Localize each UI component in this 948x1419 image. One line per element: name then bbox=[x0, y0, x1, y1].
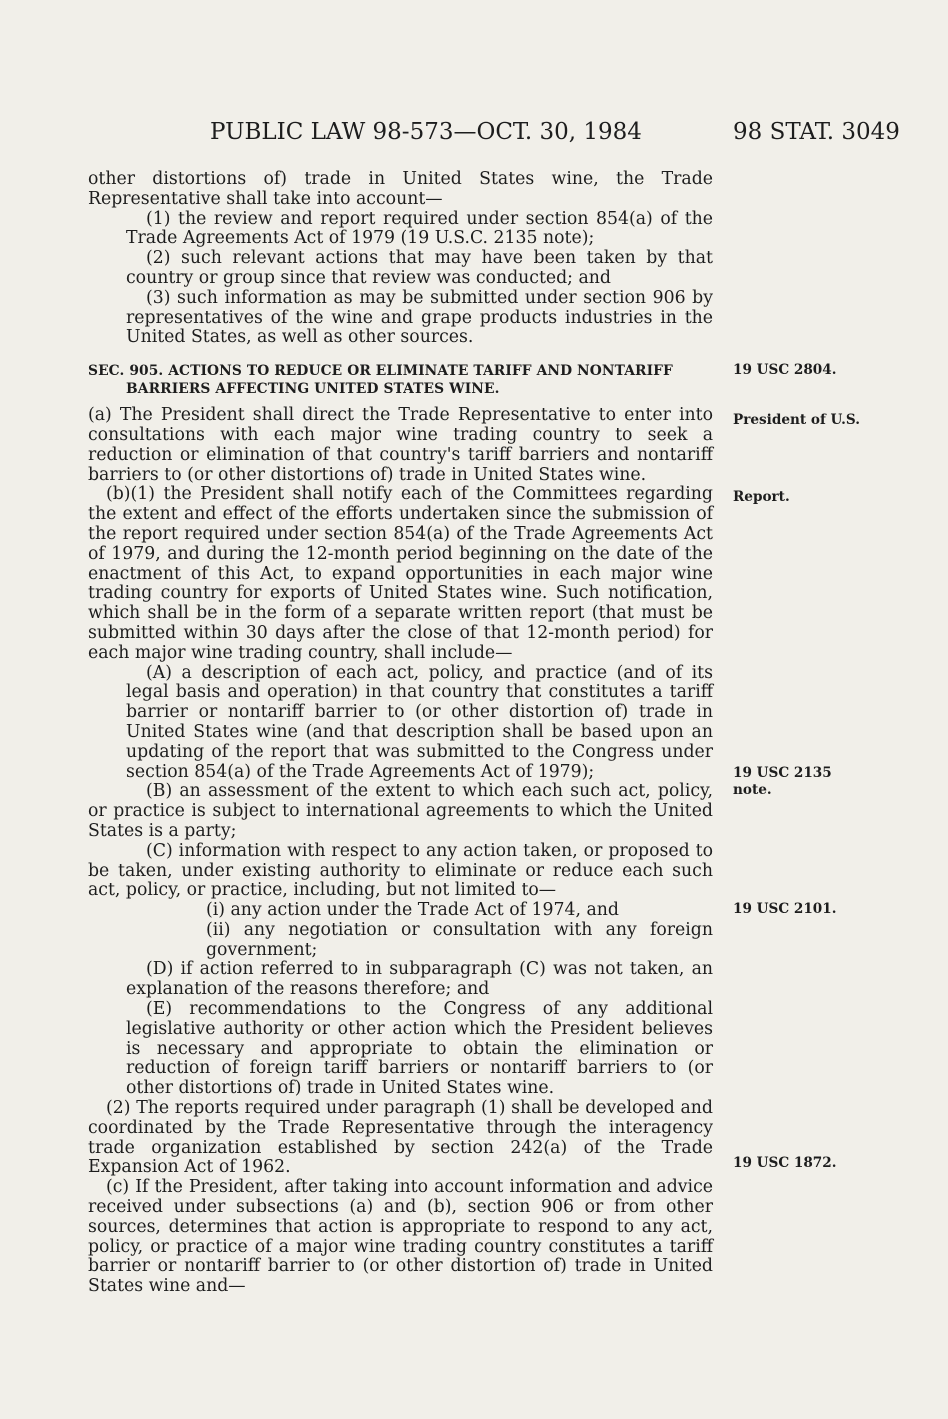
page-header-stat: 98 STAT. 3049 bbox=[733, 119, 900, 145]
margin-note-president: President of U.S. bbox=[733, 412, 860, 428]
section-heading-line-2: BARRIERS AFFECTING UNITED STATES WINE. bbox=[126, 381, 500, 398]
item-C: (C) information with respect to any action taken, or proposed to be taken, under existing authority to eliminate or reduce each such act, policy, or practice, including, but not limited to— bbox=[88, 840, 713, 901]
margin-note-report: Report. bbox=[733, 489, 790, 505]
item-A: (A) a description of each act, policy, and practice (and of its legal basis and operation) in that country that constitutes a tariff barrier or nontariff barrier to (or other distortion of) trade in United States wine (and that description shall be based upon an updating of the report that was submitted to the Congress under section 854(a) of the Trade Agreements Act of 1979); bbox=[126, 662, 713, 782]
margin-note-usc-2804: 19 USC 2804. bbox=[733, 362, 837, 378]
main-text bbox=[88, 170, 713, 1297]
margin-note-usc-2135-line2: note. bbox=[733, 782, 772, 798]
item-C-ii: (ii) any negotiation or consultation with any foreign government; bbox=[206, 919, 713, 960]
item-B: (B) an assessment of the extent to which each such act, policy, or practice is subject to international agreements to which the United States is a party; bbox=[88, 781, 713, 841]
margin-note-usc-2135-line1: 19 USC 2135 bbox=[733, 765, 832, 781]
paragraph-item-1: (1) the review and report required under section 854(a) of the Trade Agreements Act of 1979 (19 U.S.C. 2135 note); bbox=[126, 208, 713, 249]
paragraph-b2: (2) The reports required under paragraph (1) shall be developed and coordinated by the Trade Representative through the interagency trade organization established by section 242(a) of the Trade Expansion Act of 1962. bbox=[88, 1098, 713, 1178]
margin-note-usc-2101: 19 USC 2101. bbox=[733, 901, 837, 917]
margin-note-usc-1872: 19 USC 1872. bbox=[733, 1155, 837, 1171]
page-header-title: PUBLIC LAW 98-573—OCT. 30, 1984 bbox=[210, 119, 642, 145]
paragraph-b1: (b)(1) the President shall notify each of the Committees regarding the extent and effect of the efforts undertaken since the submission of the report required under section 854(a) of the Trade Agreements Act of 1979, and during the 12-month period beginning on the date of the enactment of this Act, to expand opportunities in each major wine trading country for exports of United States wine. Such notification, which shall be in the form of a separate written report (that must be submitted within 30 days after the close of that 12-month period) for each major wine trading country, shall include— bbox=[88, 484, 713, 663]
paragraph-c: (c) If the President, after taking into account information and advice received under subsections (a) and (b), section 906 or from other sources, determines that action is appropriate to respond to any act, policy, or practice of a major wine trading country constitutes a tariff barrier or nontariff barrier to (or other distortion of) trade in United States wine and— bbox=[88, 1177, 713, 1297]
section-heading bbox=[88, 362, 713, 398]
item-C-i: (i) any action under the Trade Act of 1974, and bbox=[206, 900, 619, 921]
paragraph-item-2: (2) such relevant actions that may have been taken by that country or group since that review was conducted; and bbox=[126, 248, 713, 288]
item-D: (D) if action referred to in subparagraph (C) was not taken, an explanation of the reasons therefore; and bbox=[126, 959, 713, 1000]
item-E: (E) recommendations to the Congress of any additional legislative authority or other action which the President believes is necessary and appropriate to obtain the elimination or reduction of foreign tariff barriers or nontariff barriers to (or other distortions of) trade in United States wine. bbox=[126, 999, 713, 1099]
margin-note-usc-2135 bbox=[733, 765, 832, 799]
paragraph-a: (a) The President shall direct the Trade Representative to enter into consultations with each major wine trading country to seek a reduction or elimination of that country's tariff barriers and nontariff barriers to (or other distortions of) trade in United States wine. bbox=[88, 405, 713, 485]
section-heading-line-1: SEC. 905. ACTIONS TO REDUCE OR ELIMINATE TARIFF AND NONTARIFF bbox=[88, 363, 673, 380]
paragraph-intro: other distortions of) trade in United States wine, the Trade Representative shall take into account— bbox=[88, 169, 713, 209]
paragraph-item-3: (3) such information as may be submitted under section 906 by representatives of the wine and grape products industries in the United States, as well as other sources. bbox=[126, 287, 713, 348]
